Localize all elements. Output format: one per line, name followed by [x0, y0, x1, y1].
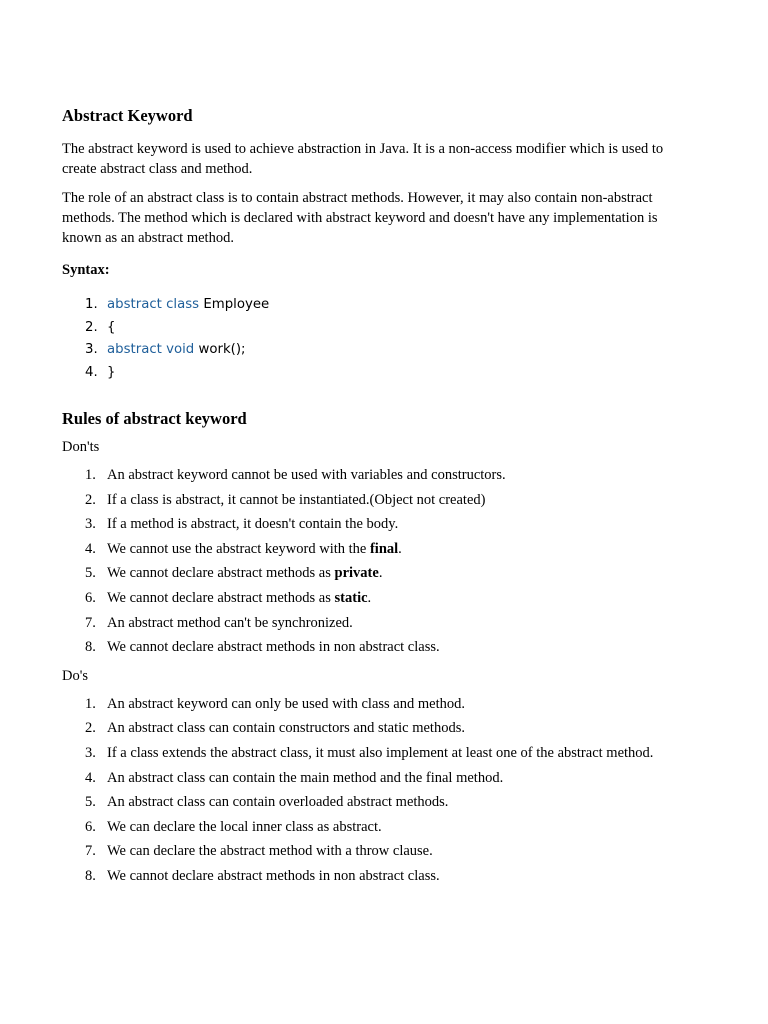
- item-number: 2.: [85, 720, 96, 737]
- code-line: [62, 294, 698, 317]
- item-text: An abstract keyword cannot be used with variables and constructors.: [107, 467, 506, 483]
- code-text: work();: [194, 342, 246, 357]
- list-item: [62, 692, 698, 717]
- code-line-number: 4.: [85, 364, 98, 380]
- item-number: 6.: [85, 589, 96, 606]
- code-line: [62, 362, 698, 385]
- list-item: [62, 488, 698, 513]
- item-text: If a class is abstract, it cannot be instantiated.(Object not created): [107, 491, 486, 508]
- code-line-number: 1.: [85, 297, 98, 312]
- item-text: If a method is abstract, it doesn't contain the body.: [107, 516, 399, 533]
- item-number: 5.: [85, 565, 96, 582]
- item-number: 3.: [85, 516, 96, 533]
- list-item: [62, 766, 698, 791]
- item-text: We cannot use the abstract keyword with the: [107, 540, 370, 557]
- item-bold-keyword: private: [334, 565, 379, 582]
- list-item: [62, 839, 698, 864]
- item-text: An abstract keyword can only be used with class and method.: [107, 695, 465, 712]
- item-text-suffix: .: [367, 589, 372, 606]
- code-text: {: [107, 319, 116, 335]
- list-item: [62, 611, 698, 636]
- list-item: [62, 512, 698, 537]
- item-number: 4.: [85, 540, 96, 557]
- item-text: If a class extends the abstract class, it must also implement at least one of the abstract method.: [107, 744, 654, 761]
- code-line: [62, 317, 698, 340]
- item-text: We can declare the local inner class as abstract.: [107, 818, 382, 835]
- intro-paragraph: The abstract keyword is used to achieve abstraction in Java. It is a non-access modifier which is used to create abstract class and method.: [62, 141, 664, 177]
- list-item: [62, 741, 698, 766]
- list-item: [62, 537, 698, 562]
- list-item: [62, 815, 698, 840]
- item-text: We cannot declare abstract methods as: [107, 565, 335, 582]
- code-text: }: [107, 364, 116, 380]
- section-title-rules: Rules of abstract keyword: [62, 409, 247, 428]
- item-number: 4.: [85, 769, 96, 786]
- list-item: [62, 716, 698, 741]
- item-text: We cannot declare abstract methods in non abstract class.: [107, 639, 440, 656]
- item-text: We cannot declare abstract methods as: [107, 589, 335, 606]
- dos-label: Do's: [62, 667, 88, 684]
- item-number: 8.: [85, 639, 96, 656]
- item-text-suffix: .: [378, 565, 383, 582]
- item-number: 2.: [85, 491, 96, 508]
- item-text: We can declare the abstract method with a throw clause.: [107, 843, 433, 860]
- code-keyword: abstract class: [107, 297, 200, 312]
- code-line-number: 3.: [85, 342, 98, 357]
- item-number: 3.: [85, 744, 96, 761]
- item-number: 8.: [85, 867, 96, 884]
- code-line-number: 2.: [85, 319, 98, 335]
- list-item: [62, 790, 698, 815]
- item-text: An abstract class can contain overloaded abstract methods.: [107, 794, 449, 811]
- item-number: 1.: [85, 695, 96, 712]
- list-item: [62, 864, 698, 889]
- donts-label: Don'ts: [62, 439, 100, 455]
- code-listing: [62, 294, 698, 384]
- donts-list: [62, 463, 698, 660]
- list-item: [62, 586, 698, 611]
- role-paragraph: The role of an abstract class is to contain abstract methods. However, it may also contain non-abstract methods. The method which is declared with abstract keyword and doesn't have any implementation is known as an abstract method.: [62, 190, 658, 246]
- item-bold-keyword: static: [334, 589, 368, 606]
- list-item: [62, 463, 698, 488]
- list-item: [62, 635, 698, 660]
- item-number: 5.: [85, 794, 96, 811]
- item-text: An abstract class can contain constructors and static methods.: [107, 720, 465, 737]
- code-line: [62, 339, 698, 362]
- item-text: We cannot declare abstract methods in non abstract class.: [107, 867, 440, 884]
- item-number: 1.: [85, 467, 96, 483]
- item-text: An abstract method can't be synchronized.: [107, 614, 353, 631]
- item-text: An abstract class can contain the main method and the final method.: [107, 769, 504, 786]
- item-text-suffix: .: [398, 540, 402, 557]
- item-number: 7.: [85, 614, 96, 631]
- code-text: Employee: [199, 297, 270, 312]
- section-title-abstract-keyword: Abstract Keyword: [62, 106, 193, 125]
- syntax-label: Syntax:: [62, 262, 110, 278]
- item-number: 6.: [85, 818, 96, 835]
- dos-list: [62, 692, 698, 889]
- code-keyword: abstract void: [107, 342, 195, 357]
- item-number: 7.: [85, 843, 96, 860]
- item-bold-keyword: final: [369, 540, 399, 557]
- list-item: [62, 561, 698, 586]
